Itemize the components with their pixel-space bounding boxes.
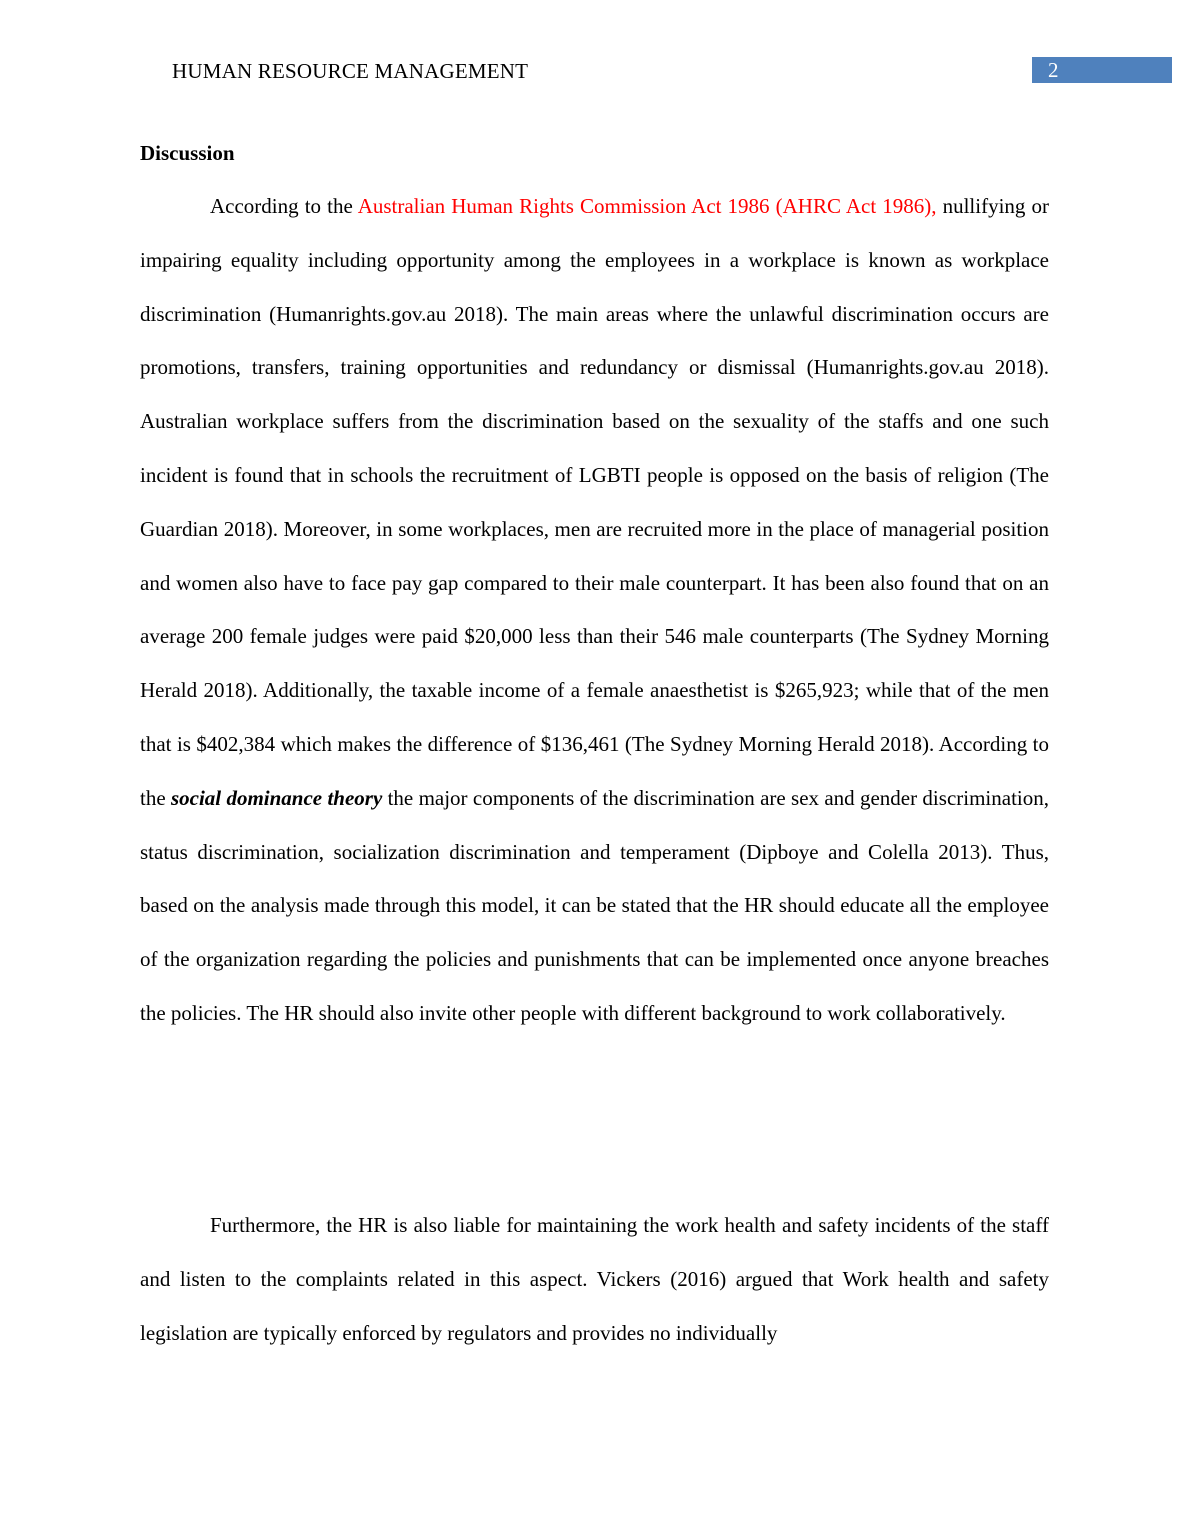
ahrc-act-citation: Australian Human Rights Commission Act 1986 (AHRC Act 1986),: [357, 194, 937, 218]
theory-emphasis: social dominance theory: [170, 785, 383, 810]
section-heading: Discussion: [140, 141, 235, 165]
header-title: HUMAN RESOURCE MANAGEMENT: [172, 59, 529, 83]
paragraph-discrimination: [140, 180, 1049, 1041]
paragraph-body-1: nullifying or impairing equality including opportunity among the employees in a workplace is known as workplace discrimination (Humanrights.gov.au 2018). The main areas where the unlawful discrimination occurs are promotions, transfers, training opportunities and redundancy or dismissal (Humanrights.gov.au 2018). Australian workplace suffers from the discrimination based on the sexuality of the staffs and one such incident is found that in schools the recruitment of LGBTI people is opposed on the basis of religion (The Guardian 2018). Moreover, in some workplaces, men are recruited more in the place of managerial position and women also have to face pay gap compared to their male counterpart. It has been also found that on an average 200 female judges were paid $20,000 less than their 546 male counterparts (The Sydney Morning Herald 2018). Additionally, the taxable income of a female anaesthetist is $265,923; while that of the men that is $402,384 which makes the difference of $136,461 (The Sydney Morning Herald 2018). According to the: [140, 194, 1049, 810]
page-number-box: [1032, 57, 1172, 83]
page-number: 2: [1048, 58, 1059, 82]
paragraph-body-2: the major components of the discrimination are sex and gender discrimination, status discrimination, socialization discrimination and temperament (Dipboye and Colella 2013). Thus, based on the analysis made through this model, it can be stated that the HR should educate all the employee of the organization regarding the policies and punishments that can be implemented once anyone breaches the policies. The HR should also invite other people with different background to work collaboratively.: [140, 785, 1049, 1025]
paragraph-lead: According to the: [210, 194, 358, 218]
paragraph-health-safety: Furthermore, the HR is also liable for maintaining the work health and safety incidents of the staff and listen to the complaints related in this aspect. Vickers (2016) argued that Work health and safety legislation are typically enforced by regulators and provides no individually: [140, 1213, 1049, 1345]
